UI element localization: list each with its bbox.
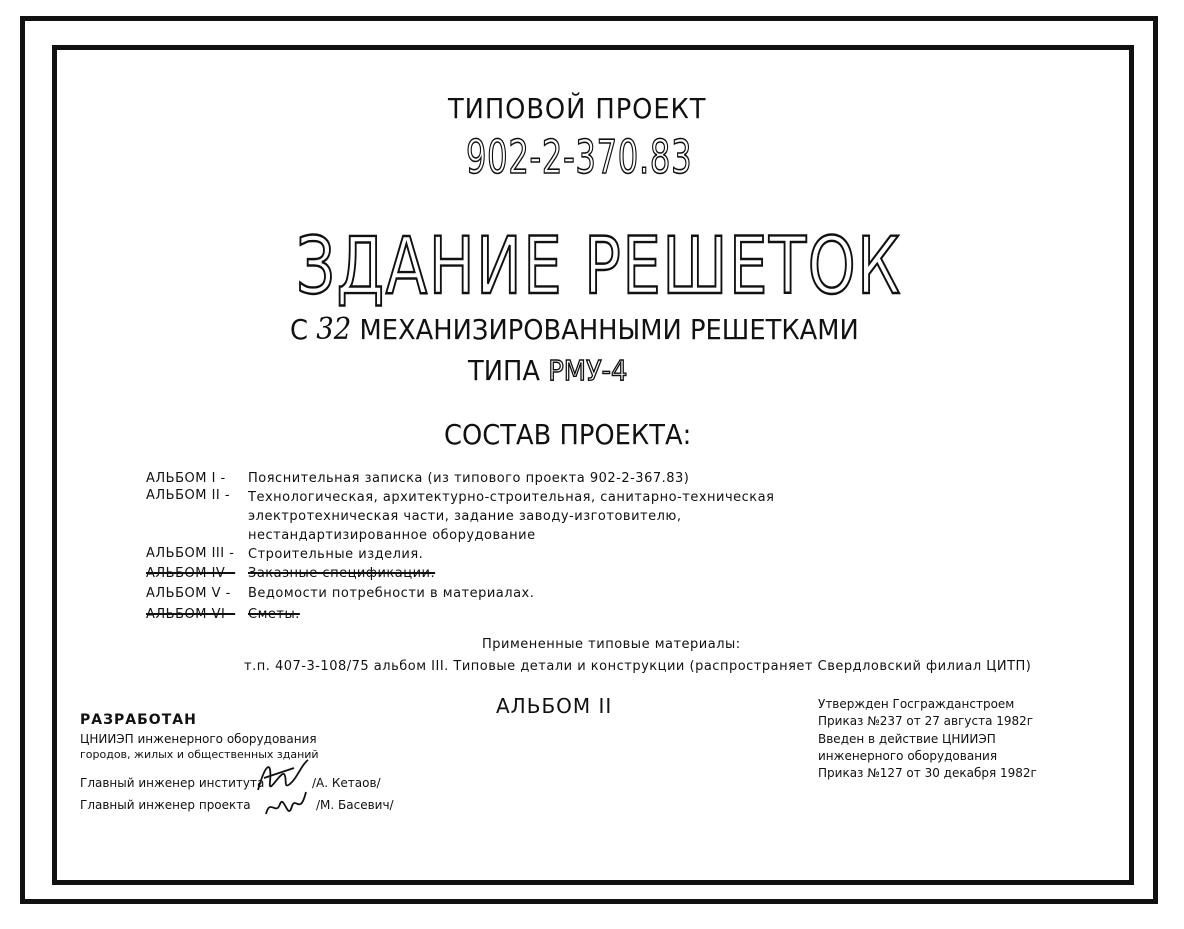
document-title: ЗДАНИЕ РЕШЕТОК bbox=[296, 222, 902, 312]
current-album: АЛЬБОМ II bbox=[496, 694, 613, 718]
chief-institute-name: /А. Кетаов/ bbox=[312, 776, 381, 790]
album-2-text-line2: электротехническая части, задание заводу-изготовителю, bbox=[248, 509, 682, 524]
album-4-text: Заказные спецификации. bbox=[248, 566, 436, 581]
album-6-label: АЛЬБОМ VI - bbox=[146, 607, 236, 622]
approval-line5: Приказ №127 от 30 декабря 1982г bbox=[818, 766, 1037, 780]
composition-heading: СОСТАВ ПРОЕКТА: bbox=[444, 418, 692, 451]
header-line: ТИПОВОЙ ПРОЕКТ bbox=[448, 92, 707, 125]
album-1-text: Пояснительная записка (из типового проекта 902-2-367.83) bbox=[248, 471, 690, 486]
album-2-label: АЛЬБОМ II - bbox=[146, 488, 231, 503]
chief-project-label: Главный инженер проекта bbox=[80, 798, 251, 812]
album-4-label: АЛЬБОМ IV - bbox=[146, 566, 236, 581]
subtitle-line bbox=[290, 312, 859, 347]
developer-heading: РАЗРАБОТАН bbox=[80, 712, 197, 728]
album-3-text: Строительные изделия. bbox=[248, 547, 424, 562]
album-2-text-line3: нестандартизированное оборудование bbox=[248, 528, 536, 543]
materials-heading: Примененные типовые материалы: bbox=[482, 637, 741, 652]
project-number: 902-2-370.83 bbox=[466, 130, 693, 184]
chief-project-name: /М. Басевич/ bbox=[316, 798, 394, 812]
subtitle-rest: МЕХАНИЗИРОВАННЫМИ РЕШЕТКАМИ bbox=[359, 313, 859, 346]
approval-line1: Утвержден Госгражданстроем bbox=[818, 697, 1015, 711]
album-1-label: АЛЬБОМ I - bbox=[146, 471, 226, 486]
album-5-label: АЛЬБОМ V - bbox=[146, 586, 231, 601]
materials-line: т.п. 407-3-108/75 альбом III. Типовые детали и конструкции (распространяет Свердловский филиал ЦИТП) bbox=[244, 659, 1032, 674]
developer-org-line2: городов, жилых и общественных зданий bbox=[80, 748, 319, 761]
chief-institute-label: Главный инженер института bbox=[80, 776, 265, 790]
album-3-label: АЛЬБОМ III - bbox=[146, 546, 235, 561]
chief-project-signature bbox=[262, 786, 312, 832]
album-2-text-line1: Технологическая, архитектурно-строительная, санитарно-техническая bbox=[248, 490, 775, 505]
album-6-text: Сметы. bbox=[248, 607, 300, 622]
type-value: РМУ-4 bbox=[548, 354, 628, 387]
subtitle-handwritten-count: 32 bbox=[316, 312, 352, 347]
type-line bbox=[468, 354, 627, 387]
developer-org-line1: ЦНИИЭП инженерного оборудования bbox=[80, 732, 317, 746]
approval-line2: Приказ №237 от 27 августа 1982г bbox=[818, 714, 1034, 728]
approval-line4: инженерного оборудования bbox=[818, 749, 998, 763]
type-label: ТИПА bbox=[468, 354, 541, 387]
album-5-text: Ведомости потребности в материалах. bbox=[248, 586, 535, 601]
subtitle-prefix: С bbox=[290, 313, 308, 346]
approval-line3: Введен в действие ЦНИИЭП bbox=[818, 732, 996, 746]
